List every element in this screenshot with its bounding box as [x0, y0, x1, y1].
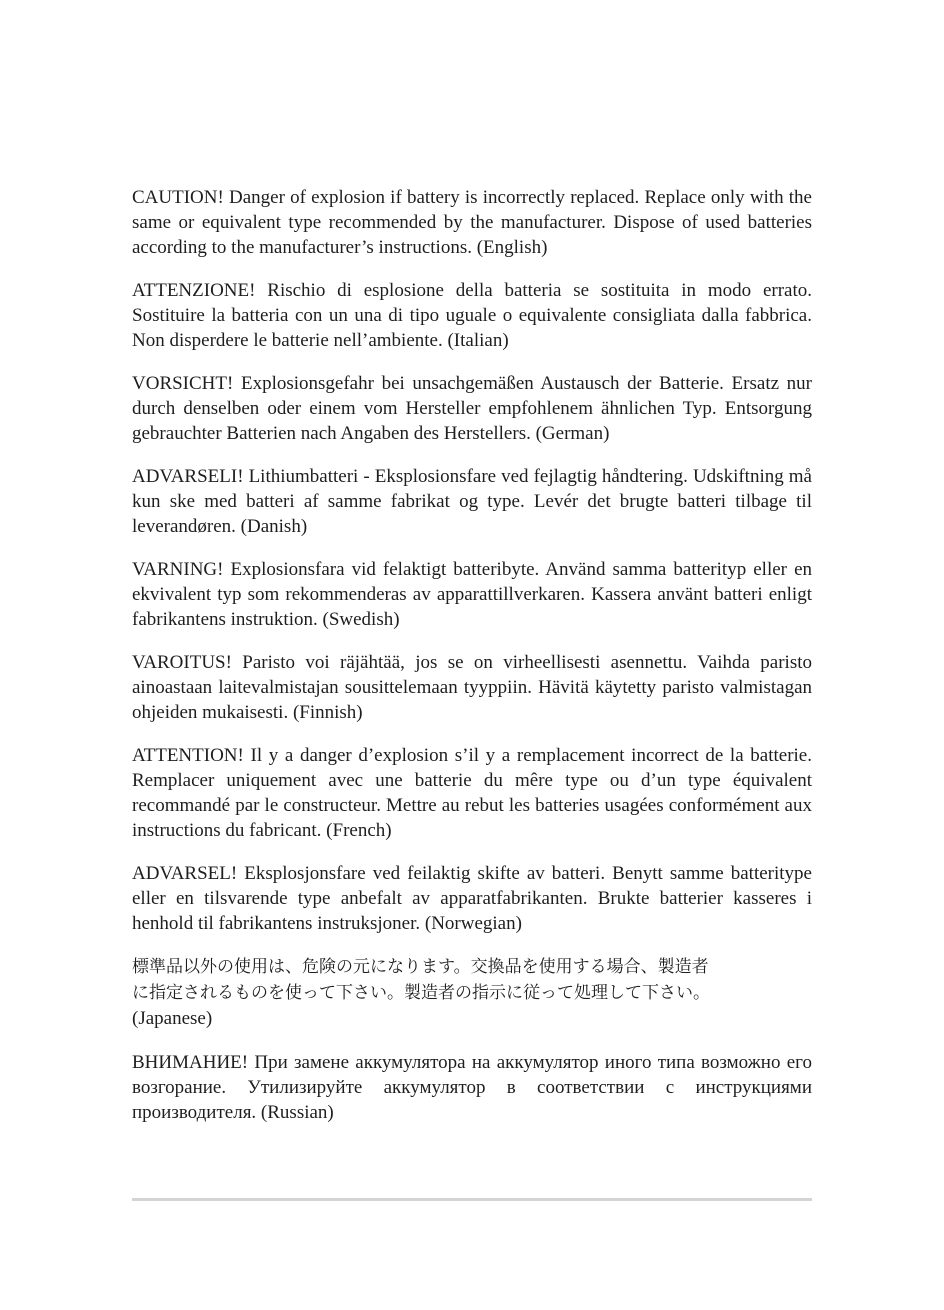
- notice-japanese-line-2: に指定されるものを使って下さい。製造者の指示に従って処理して下さい。: [132, 983, 710, 1003]
- footer-divider: [132, 1198, 812, 1201]
- notice-russian: ВНИМАНИЕ! При замене аккумулятора на аккумулятор иного типа возможно его возгорание. Утилизируйте аккумулятор в соответствии с инструкциями производителя. (Russian): [132, 1052, 812, 1123]
- notice-japanese-language: (Japanese): [132, 1008, 213, 1029]
- notice-finnish: VAROITUS! Paristo voi räjähtää, jos se on virheellisesti asennettu. Vaihda paristo ainoastaan laitevalmistajan sousittelemaan tyyppiin. Hävitä käytetty paristo valmistagan ohjeiden mukaisesti. (Finnish): [132, 652, 812, 723]
- notice-norwegian: ADVARSEL! Eksplosjonsfare ved feilaktig skifte av batteri. Benytt samme batteritype eller en tilsvarende type anbefalt av apparatfabrikanten. Brukte batterier kasseres i henhold til fabrikantens instruksjoner. (Norwegian): [132, 863, 812, 934]
- notice-english: CAUTION! Danger of explosion if battery is incorrectly replaced. Replace only with the same or equivalent type recommended by the manufacturer. Dispose of used batteries according to the manufacturer’s instructions. (English): [132, 187, 812, 258]
- notice-german: VORSICHT! Explosionsgefahr bei unsachgemäßen Austausch der Batterie. Ersatz nur durch denselben oder einem vom Hersteller empfohlenem ähnlichen Typ. Entsorgung gebrauchter Batterien nach Angaben des Herstellers. (German): [132, 373, 812, 444]
- battery-warnings: [132, 185, 812, 1143]
- notice-japanese: [132, 954, 812, 1032]
- notice-italian: ATTENZIONE! Rischio di esplosione della batteria se sostituita in modo errato. Sostituire la batteria con un una di tipo uguale o equivalente consigliata dalla fabbrica. Non disperdere le batterie nell’ambiente. (Italian): [132, 280, 812, 351]
- notice-danish: ADVARSELI! Lithiumbatteri - Eksplosionsfare ved fejlagtig håndtering. Udskiftning må kun ske med batteri af samme fabrikat og type. Levér det brugte batteri tilbage til leverandøren. (Danish): [132, 466, 812, 537]
- notice-swedish: VARNING! Explosionsfara vid felaktigt batteribyte. Använd samma batterityp eller en ekvivalent typ som rekommenderas av apparattillverkaren. Kassera använt batteri enligt fabrikantens instruktion. (Swedish): [132, 559, 812, 630]
- notice-japanese-line-1: 標準品以外の使用は、危険の元になります。交換品を使用する場合、製造者: [132, 957, 709, 977]
- notice-french: ATTENTION! Il y a danger d’explosion s’il y a remplacement incorrect de la batterie. Remplacer uniquement avec une batterie du mêre type ou d’un type équivalent recommandé par le constructeur. Mettre au rebut les batteries usagées conformément aux instructions du fabricant. (French): [132, 745, 812, 841]
